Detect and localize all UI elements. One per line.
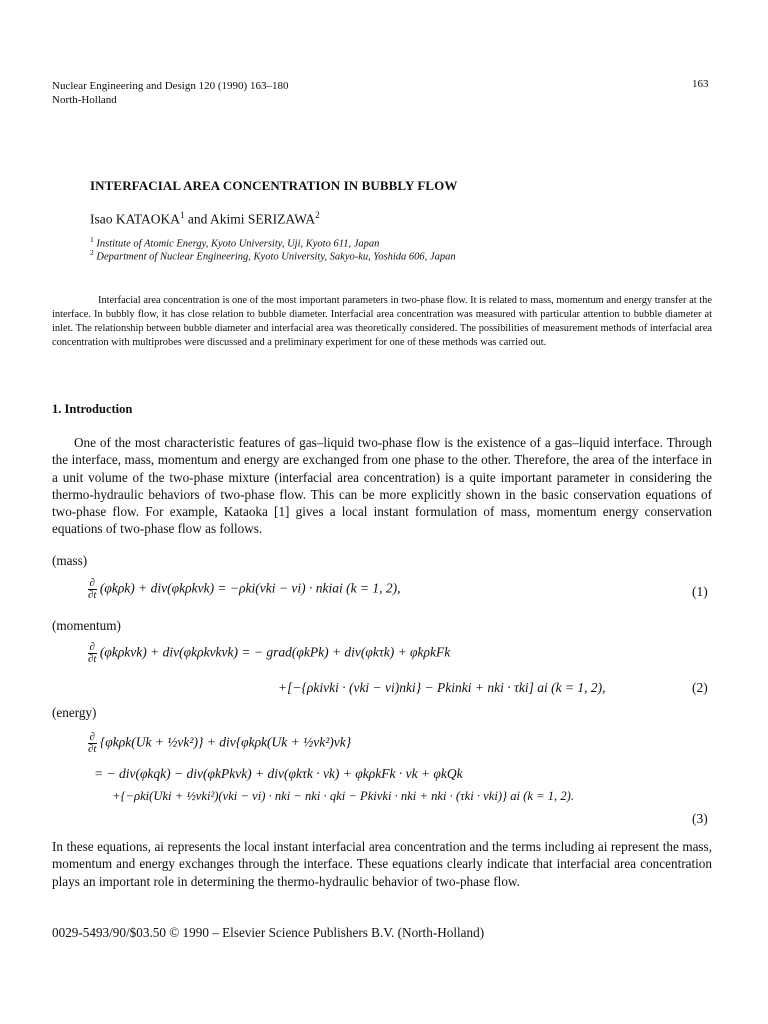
journal-citation: Nuclear Engineering and Design 120 (1990) 163–180 [52,80,289,92]
paper-title: INTERFACIAL AREA CONCENTRATION IN BUBBLY FLOW [90,178,458,193]
equation-2-body: (φkρkvk) + div(φkρkvkvk) = − grad(φkPk) + div(φkτk) + φkρkFk [99,644,451,660]
equation-1-body: (φkρk) + div(φkρkvk) = −ρki(vki − vi) · nkiai (k = 1, 2), [99,580,401,596]
publisher-line: North-Holland [52,94,117,106]
affiliation-mark: 1 [90,235,94,244]
copyright-footer: 0029-5493/90/$03.50 © 1990 – Elsevier Science Publishers B.V. (North-Holland) [52,925,485,940]
author-conjunction: and [187,211,208,227]
affiliation-2 [90,247,456,264]
intro-paragraph: One of the most characteristic features of gas–liquid two-phase flow is the existence of a gas–liquid interface. Through the interface, mass, momentum and energy are exchanged from one phase to the other. Therefore, the area of the interface in a unit volume of the two-phase mixture (interfacial area concentration) is a quite important parameter in considering the thermo-hydraulic behaviors of two-phase flow. This can be more explicitly shown in the basic conservation equations of two-phase flow. For example, Kataoka [1] gives a local instant formulation of mass, momentum energy conservation equations of two-phase flow as follows. [52,435,712,537]
abstract: Interfacial area concentration is one of the most important parameters in two-phase flow. It is related to mass, momentum and energy transfer at the interface. In bubbly flow, it has close relation to bubble diameter. Interfacial area concentration was measured with particular attention to bubble diameter at inlet. The relationship between bubble diameter and interfacial area was theoretically considered. The possibilities of measurement methods of interfacial area concentration with multiprobes were discussed and a preliminary experiment for one of these methods was carried out. [52,295,712,348]
affiliation-mark: 1 [180,210,185,220]
equation-3-line-1 [88,732,351,755]
section-heading: 1. Introduction [52,402,133,416]
author-line [90,210,320,228]
equation-1-number: (1) [692,584,708,599]
affiliation-text: Institute of Atomic Energy, Kyoto University, Uji, Kyoto 611, Japan [96,238,380,250]
affiliation-mark: 2 [90,248,94,257]
equation-1 [88,578,401,601]
equation-2-line-2: +[−{ρkivki · (vki − vi)nki} − Pkinki + nki · τki] ai (k = 1, 2), [278,680,606,695]
affiliation-text: Department of Nuclear Engineering, Kyoto University, Sakyo-ku, Yoshida 606, Japan [96,251,456,263]
partial-derivative: $\frac{\partial}{\partial t}$ [88,641,97,665]
author-name: Akimi SERIZAWA [210,211,316,227]
equation-2-number: (2) [692,680,708,695]
closing-paragraph: In these equations, ai represents the local instant interfacial area concentration and the terms including ai represent the mass, momentum and energy exchanges through the interface. These equations clearly indicate that interfacial area concentration plays an important role in determining the thermo-hydraulic behavior of two-phase flow. [52,839,712,889]
partial-derivative: $\frac{\partial}{\partial t}$ [88,731,97,755]
equation-3-line-2: = − div(φkqk) − div(φkPkvk) + div(φkτk · vk) + φkρkFk · vk + φkQk [94,766,463,781]
equation-3-number: (3) [692,811,708,826]
equation-3-body: {φkρk(Uk + ½vk²)} + div{φkρk(Uk + ½vk²)vk} [99,734,352,750]
energy-label: (energy) [52,705,97,720]
equation-3-line-3: +{−ρki(Uki + ½vki²)(vki − vi) · nki − nki · qki − Pkivki · nki + nki · (τki · vki)} ai (k = 1, 2). [112,789,574,803]
author-name: Isao KATAOKA [90,211,181,227]
mass-label: (mass) [52,553,88,568]
page-number: 163 [692,78,709,90]
equation-2-line-1 [88,642,450,665]
affiliation-mark: 2 [315,210,320,220]
partial-derivative: $\frac{\partial}{\partial t}$ [88,577,97,601]
momentum-label: (momentum) [52,618,121,633]
